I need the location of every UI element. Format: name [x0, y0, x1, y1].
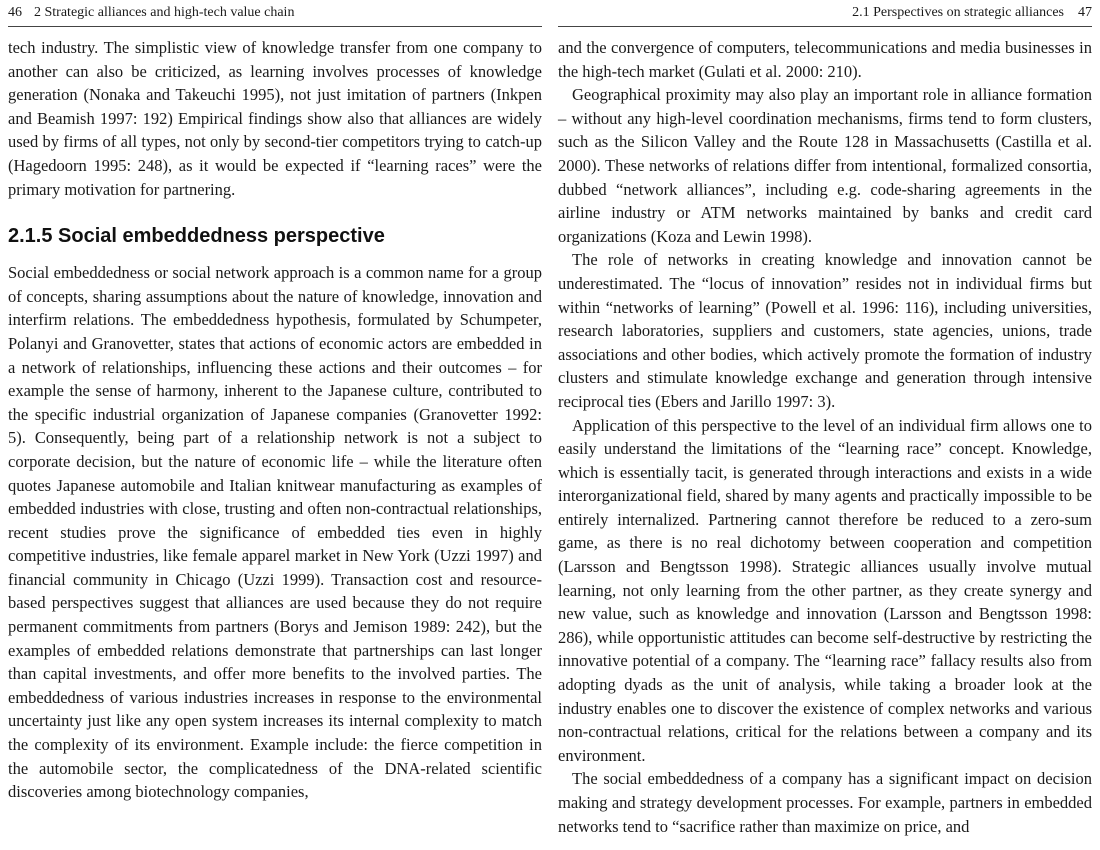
right-running-head-title: 2.1 Perspectives on strategic alliances: [852, 5, 1064, 20]
paragraph: Social embeddedness or social network approach is a common name for a group of concepts, sharing assumptions about the nature of knowledge, innovation and interfirm relations. The embeddedness hypothesis, formulated by Schumpeter, Polanyi and Granovetter, states that actions of economic actors are embedded in a network of relationships, influencing these actions and their outcomes – for example the sense of harmony, inherent to the Japanese culture, contributed to the specific industrial organization of Japanese companies (Granovetter 1992: 5). Consequently, being part of a relationship network is not a subject to corporate decision, but the nature of economic life – while the literature often quotes Japanese automobile and Italian knitwear manufacturing as examples of embedded industries with close, trusting and often non-contractual relationships, recent studies prove the significance of embedded ties even in highly competitive industries, like female apparel market in New York (Uzzi 1997) and financial community in Chicago (Uzzi 1999). Transaction cost and resource-based perspectives suggest that alliances are used because they do not require permanent commitments from partners (Borys and Jemison 1989: 242), but the examples of embedded relations demonstrate that partnerships can last longer than capital investments, and offer more benefits to the involved parties. The embeddedness of various industries increases in response to the environmental uncertainty just like any open system increases its internal complexity to match the complexity of its environment. Example include: the fierce competition in the automobile sector, the complicatedness of the DNA-related scientific discoveries among biotechnology companies,: [8, 263, 542, 802]
paragraph: The social embeddedness of a company has a significant impact on decision making and strategy development processes. For example, partners in embedded networks tend to “sacrifice rather than maximize on price, and: [558, 769, 1092, 836]
paragraph: and the convergence of computers, telecommunications and media businesses in the high-tech market (Gulati et al. 2000: 210).: [558, 38, 1092, 81]
paragraph: Application of this perspective to the level of an individual firm allows one to easily understand the limitations of the “learning race” concept. Knowledge, which is essentially tacit, is generated through interactions and exists in a wide interorganizational field, shared by many agents and practically impossible to be entirely internalized. Partnering cannot therefore be reduced to a zero-sum game, as there is no real dichotomy between cooperation and competition (Larsson and Bengtsson 1998). Strategic alliances usually involve mutual learning, not only learning from the other partner, as they create synergy and new value, such as knowledge and innovation (Larsson and Bengtsson 1998: 286), while opportunistic attitudes can become self-destructive by restricting the innovative potential of a company. The “learning race” fallacy results also from adopting dyads as the unit of analysis, while taking a broader look at the industry enables one to discover the existence of complex networks and various non-contractual relations, critical for the relations between a company and its environment.: [558, 415, 1092, 765]
paragraph: The role of networks in creating knowledge and innovation cannot be underestimated. The “locus of innovation” resides not in individual firms but within “networks of learning” (Powell et al. 1996: 116), including universities, research laboratories, suppliers and customers, state agencies, unions, trade associations and other bodies, which actively promote the formation of industry clusters and stimulate knowledge exchange and generation through intensive reciprocal ties (Ebers and Jarillo 1997: 3).: [558, 250, 1092, 411]
right-page: [558, 0, 1092, 850]
right-header-rule: [558, 26, 1092, 27]
section-heading: 2.1.5 Social embeddedness perspective: [8, 225, 385, 248]
left-running-head-title: 2 Strategic alliances and high-tech value chain: [34, 5, 295, 20]
right-page-number: 47: [1078, 5, 1092, 20]
paragraph: tech industry. The simplistic view of knowledge transfer from one company to another can also be criticized, as learning involves processes of knowledge generation (Nonaka and Takeuchi 1995), not just imitation of partners (Inkpen and Beamish 1997: 192) Empirical findings show also that alliances are widely used by firms of all types, not only by second-tier competitors trying to catch-up (Hagedoorn 1995: 248), as it would be expected if “learning races” were the primary motivation for partnering.: [8, 38, 542, 199]
left-header-rule: [8, 26, 542, 27]
right-body-text: [558, 36, 1092, 838]
left-body-text: [8, 36, 542, 804]
left-page: [8, 0, 542, 850]
left-running-head: [8, 4, 542, 24]
paragraph: Geographical proximity may also play an important role in alliance formation – without any high-level coordination mechanisms, firms tend to form clusters, such as the Silicon Valley and the Route 128 in Massachusetts (Castilla et al. 2000). These networks of relations differ from intentional, formalized consortia, dubbed “network alliances”, including e.g. code-sharing agreements in the airline industry or ATM networks maintained by banks and credit card organizations (Koza and Lewin 1998).: [558, 85, 1092, 246]
right-running-head: [558, 4, 1092, 24]
left-page-number: 46: [8, 5, 22, 20]
